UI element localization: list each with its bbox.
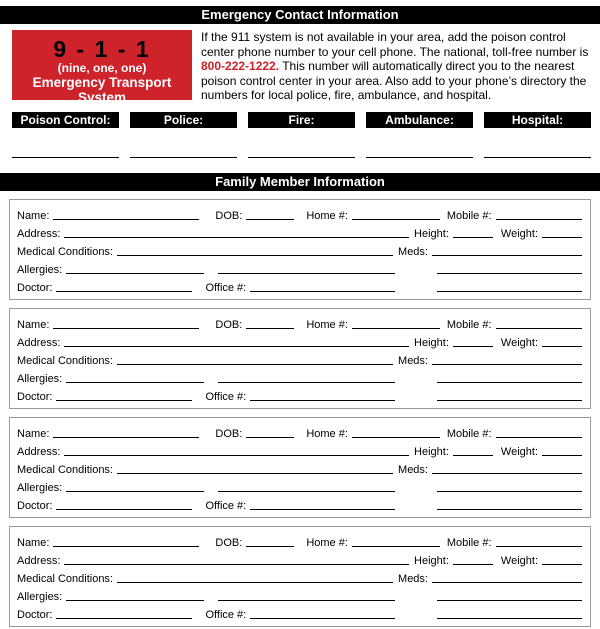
address-label: Address:: [17, 336, 61, 349]
address-label: Address:: [17, 445, 61, 458]
meds-label: Meds:: [398, 354, 428, 367]
member-row-allergies: [17, 586, 582, 604]
meds-line: [432, 252, 582, 256]
meds-label: Meds:: [398, 463, 428, 476]
dob-line: [246, 543, 294, 547]
meds-continuation-line: [437, 597, 582, 601]
meds-label: Meds:: [398, 245, 428, 258]
mobile-phone-label: Mobile #:: [446, 427, 492, 440]
weight-line: [542, 561, 582, 565]
meds-continuation-line: [437, 379, 582, 383]
medical-conditions-line: [117, 361, 393, 365]
height-label: Height:: [414, 445, 449, 458]
weight-label: Weight:: [500, 336, 538, 349]
police-line: [130, 157, 237, 158]
meds-continuation-line: [437, 488, 582, 492]
doctor-label: Doctor:: [17, 608, 53, 621]
medical-conditions-label: Medical Conditions:: [17, 245, 113, 258]
name-label: Name:: [17, 536, 50, 549]
fire-line: [248, 157, 355, 158]
allergies-label: Allergies:: [17, 590, 63, 603]
meds-line: [432, 470, 582, 474]
office-phone-line: [250, 397, 395, 401]
contact-label-row: [12, 112, 591, 128]
dob-line: [246, 325, 294, 329]
hospital-line: [484, 157, 591, 158]
medical-conditions-line: [117, 470, 393, 474]
meds-continuation-line-2: [437, 506, 582, 510]
member-row-name: [17, 205, 582, 223]
weight-label: Weight:: [500, 554, 538, 567]
medical-conditions-line: [117, 252, 393, 256]
ambulance-line: [366, 157, 473, 158]
dob-line: [246, 434, 294, 438]
weight-line: [542, 343, 582, 347]
medical-conditions-label: Medical Conditions:: [17, 572, 113, 585]
label-police: Police:: [130, 112, 237, 128]
member-row-doctor: [17, 386, 582, 404]
member-row-allergies: [17, 368, 582, 386]
member-row-address: [17, 441, 582, 459]
home-phone-label: Home #:: [306, 427, 348, 440]
allergies-continuation-line: [218, 270, 395, 274]
weight-label: Weight:: [500, 445, 538, 458]
911-caption: Emergency Transport System: [32, 75, 172, 105]
family-member-header: Family Member Information: [0, 173, 600, 191]
name-line: [53, 434, 199, 438]
intro-text-after: This number will automatically direct you to the nearest poison control center in your area. Also add to your phone’s directory the numbers for local police, fire, ambulance, and hospital.: [201, 59, 587, 103]
member-row-medical: [17, 459, 582, 477]
height-label: Height:: [414, 554, 449, 567]
address-label: Address:: [17, 554, 61, 567]
member-row-allergies: [17, 259, 582, 277]
meds-line: [432, 579, 582, 583]
family-member-blocks: [0, 199, 600, 627]
dob-label: DOB:: [215, 209, 243, 222]
member-row-doctor: [17, 277, 582, 295]
name-label: Name:: [17, 318, 50, 331]
member-row-address: [17, 550, 582, 568]
meds-continuation-line: [437, 270, 582, 274]
mobile-phone-label: Mobile #:: [446, 209, 492, 222]
911-number: 9 - 1 - 1: [53, 36, 151, 62]
home-phone-line: [352, 216, 440, 220]
allergies-label: Allergies:: [17, 263, 63, 276]
allergies-continuation-line: [218, 379, 395, 383]
home-phone-label: Home #:: [306, 318, 348, 331]
poison-control-phone-number: 800-222-1222.: [201, 59, 280, 74]
member-row-allergies: [17, 477, 582, 495]
home-phone-label: Home #:: [306, 209, 348, 222]
member-row-name: [17, 532, 582, 550]
allergies-continuation-line: [218, 488, 395, 492]
allergies-continuation-line: [218, 597, 395, 601]
member-block: [9, 417, 591, 518]
contact-write-in-lines: [12, 157, 591, 158]
doctor-line: [56, 397, 192, 401]
meds-continuation-line-2: [437, 397, 582, 401]
meds-continuation-line-2: [437, 288, 582, 292]
office-phone-label: Office #:: [205, 608, 247, 621]
height-line: [453, 452, 493, 456]
office-phone-label: Office #:: [205, 499, 247, 512]
member-block: [9, 199, 591, 300]
mobile-phone-line: [496, 325, 582, 329]
weight-line: [542, 452, 582, 456]
medical-conditions-line: [117, 579, 393, 583]
mobile-phone-line: [496, 216, 582, 220]
allergies-line: [66, 597, 204, 601]
label-ambulance: Ambulance:: [366, 112, 473, 128]
intro-paragraph: [201, 30, 594, 103]
intro-section: [12, 30, 594, 103]
member-row-doctor: [17, 604, 582, 622]
medical-conditions-label: Medical Conditions:: [17, 463, 113, 476]
doctor-label: Doctor:: [17, 499, 53, 512]
mobile-phone-label: Mobile #:: [446, 318, 492, 331]
dob-label: DOB:: [215, 427, 243, 440]
home-phone-line: [352, 325, 440, 329]
mobile-phone-line: [496, 434, 582, 438]
doctor-label: Doctor:: [17, 390, 53, 403]
member-row-medical: [17, 350, 582, 368]
label-poison-control: Poison Control:: [12, 112, 119, 128]
name-label: Name:: [17, 427, 50, 440]
member-block: [9, 526, 591, 627]
dob-label: DOB:: [215, 318, 243, 331]
height-label: Height:: [414, 227, 449, 240]
home-phone-line: [352, 434, 440, 438]
label-fire: Fire:: [248, 112, 355, 128]
home-phone-label: Home #:: [306, 536, 348, 549]
member-row-name: [17, 314, 582, 332]
meds-label: Meds:: [398, 572, 428, 585]
member-block: [9, 308, 591, 409]
address-line: [64, 343, 409, 347]
home-phone-line: [352, 543, 440, 547]
name-line: [53, 543, 199, 547]
member-row-address: [17, 223, 582, 241]
address-label: Address:: [17, 227, 61, 240]
address-line: [64, 561, 409, 565]
911-box: [12, 30, 192, 105]
911-pronunciation: (nine, one, one): [57, 61, 147, 75]
office-phone-line: [250, 506, 395, 510]
height-label: Height:: [414, 336, 449, 349]
weight-line: [542, 234, 582, 238]
label-hospital: Hospital:: [484, 112, 591, 128]
member-row-medical: [17, 241, 582, 259]
dob-label: DOB:: [215, 536, 243, 549]
mobile-phone-line: [496, 543, 582, 547]
member-row-medical: [17, 568, 582, 586]
allergies-line: [66, 379, 204, 383]
doctor-line: [56, 615, 192, 619]
mobile-phone-label: Mobile #:: [446, 536, 492, 549]
address-line: [64, 452, 409, 456]
office-phone-label: Office #:: [205, 390, 247, 403]
member-row-doctor: [17, 495, 582, 513]
height-line: [453, 234, 493, 238]
member-row-address: [17, 332, 582, 350]
doctor-label: Doctor:: [17, 281, 53, 294]
height-line: [453, 561, 493, 565]
office-phone-label: Office #:: [205, 281, 247, 294]
doctor-line: [56, 506, 192, 510]
office-phone-line: [250, 615, 395, 619]
name-line: [53, 216, 199, 220]
name-label: Name:: [17, 209, 50, 222]
allergies-line: [66, 488, 204, 492]
poison-control-line: [12, 157, 119, 158]
dob-line: [246, 216, 294, 220]
doctor-line: [56, 288, 192, 292]
member-row-name: [17, 423, 582, 441]
intro-text-before: If the 911 system is not available in your area, add the poison control center phone number to your cell phone. The national, toll-free number is: [201, 30, 589, 59]
name-line: [53, 325, 199, 329]
allergies-line: [66, 270, 204, 274]
allergies-label: Allergies:: [17, 481, 63, 494]
medical-conditions-label: Medical Conditions:: [17, 354, 113, 367]
meds-continuation-line-2: [437, 615, 582, 619]
meds-line: [432, 361, 582, 365]
weight-label: Weight:: [500, 227, 538, 240]
emergency-contact-header: Emergency Contact Information: [0, 6, 600, 24]
address-line: [64, 234, 409, 238]
office-phone-line: [250, 288, 395, 292]
height-line: [453, 343, 493, 347]
allergies-label: Allergies:: [17, 372, 63, 385]
